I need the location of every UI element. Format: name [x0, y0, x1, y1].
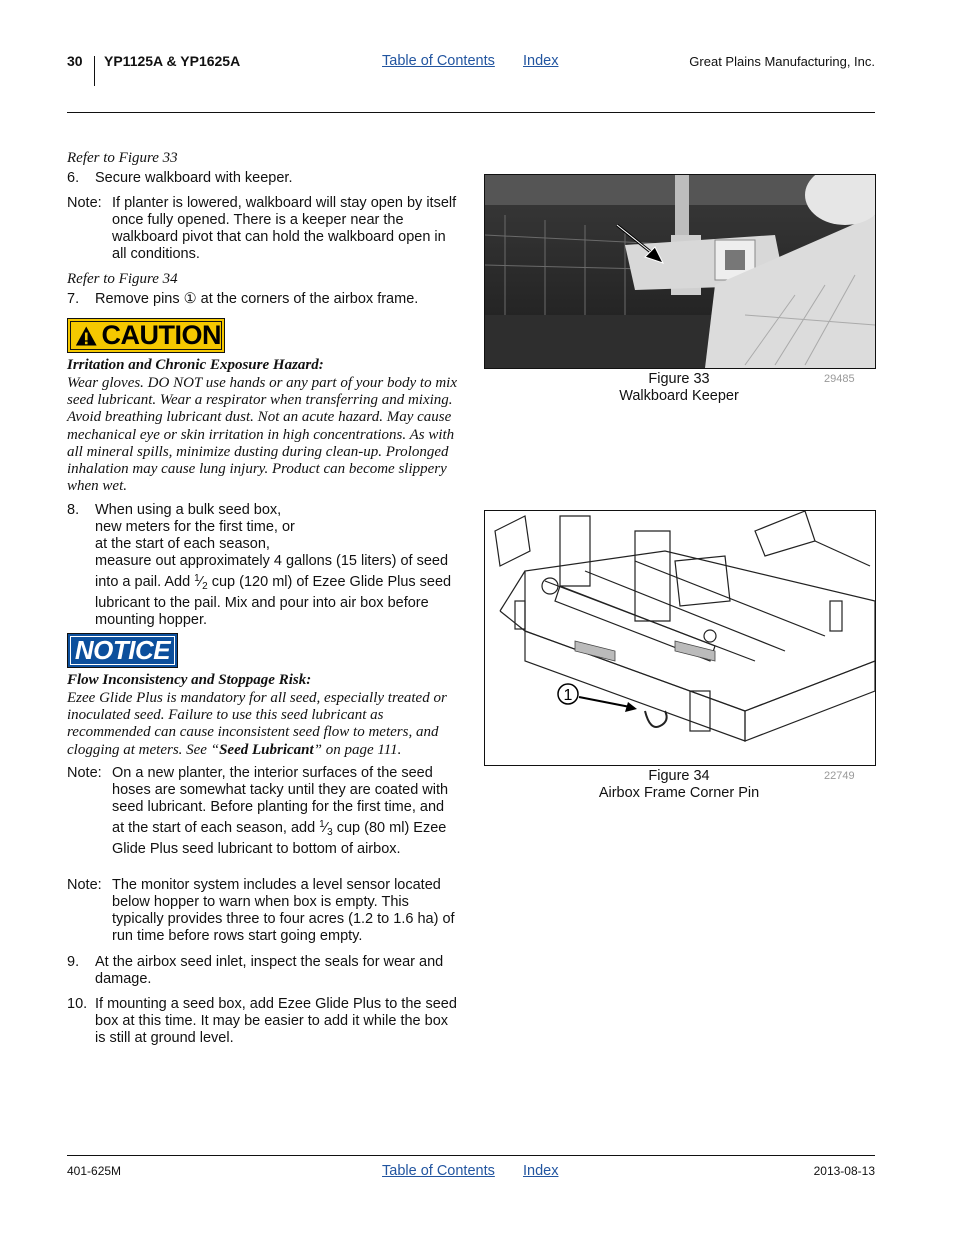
warning-triangle-icon	[75, 324, 98, 348]
step-8	[67, 502, 457, 629]
note-text: The monitor system includes a level sensor located below hopper to warn when box is empty. This typically provides three to four acres (1.2 to 1.6 ha) of run time before rows start going empty.	[112, 877, 455, 944]
figure-33-photo	[484, 174, 876, 369]
step-text: Secure walkboard with keeper.	[95, 170, 293, 186]
step-text: measure out approximately 4 gallons (15 liters) of seed into a pail. Add	[95, 553, 449, 590]
step-line: measure out approximately 4 gallons (15 liters) of seed into a pail. Add $^1⁄_2$ cup (120 ml) of Ezee Glide Plus seed lubricant to the pail. Mix and pour into air box before mounting hopper.	[95, 553, 452, 628]
notice-text: Ezee Glide Plus is mandatory for all seed, especially treated or inoculated seed. Failure to use this seed lubricant as recommended can cause inconsistent seed flow to meters, and clogging at meters. See “	[67, 690, 447, 758]
callout-1-label: 1	[563, 687, 573, 704]
step-text: If mounting a seed box, add Ezee Glide Plus to the seed box at this time. It may be easier to add it while the box is still at ground level.	[95, 996, 457, 1046]
step-text: At the airbox seed inlet, inspect the seals for wear and damage.	[95, 954, 444, 987]
seed-lubricant-ref: Seed Lubricant	[219, 741, 314, 758]
figure-title: Walkboard Keeper	[619, 388, 739, 404]
step-6	[67, 170, 457, 187]
figure-34-caption	[484, 768, 874, 802]
step-line: When using a bulk seed box,	[95, 502, 282, 518]
step-line: new meters for the first time, or	[95, 519, 295, 535]
callout-circle: ①	[183, 291, 197, 307]
header-rule	[67, 112, 875, 113]
notice-banner	[67, 633, 178, 668]
model-title: YP1125A & YP1625A	[104, 53, 241, 69]
note-seed-hoses	[67, 765, 457, 858]
company-name: Great Plains Manufacturing, Inc.	[689, 54, 875, 69]
note-label: Note:	[67, 195, 102, 211]
step-text: cup (120 ml) of Ezee Glide Plus seed lubricant to the pail. Mix and pour into air box before mounting hopper.	[95, 574, 452, 628]
figure-33-number: 29485	[824, 373, 855, 385]
figure-title: Airbox Frame Corner Pin	[598, 785, 760, 801]
header-index-link[interactable]: Index	[523, 53, 559, 69]
fraction-denominator: 3	[327, 827, 333, 838]
step-9	[67, 954, 457, 988]
notice-body	[67, 690, 459, 759]
note-label: Note:	[67, 765, 102, 781]
step-number: 8.	[67, 502, 80, 518]
note-label: Note:	[67, 877, 102, 893]
walkboard-keeper-photo	[485, 175, 875, 368]
page-number: 30	[67, 53, 83, 69]
note-text-b: cup (80 ml) Ezee Glide Plus seed lubricant to bottom of airbox.	[112, 820, 447, 857]
caution-title: Irritation and Chronic Exposure Hazard:	[67, 357, 324, 373]
doc-number: 401-625M	[67, 1164, 122, 1178]
header-divider	[94, 56, 95, 86]
caution-body: Wear gloves. DO NOT use hands or any part of your body to mix seed lubricant. Wear a respirator when transferring and mixing. Avoid breathing lubricant dust. Not an acute hazard. May cause mechanical eye or skin irritation in high concentrations. As with all mineral spills, minimize dusting during clean-up. Prolonged inhalation may cause lung injury. Product can become slippery when wet.	[67, 375, 457, 495]
step-number: 10.	[67, 996, 88, 1012]
footer-toc-link[interactable]: Table of Contents	[382, 1163, 495, 1179]
note-text: On a new planter, the interior surfaces of the seed hoses are somewhat tacky until they are coated with seed lubricant. Before planting for the first time, and at the start of each season, add $^1⁄_3$ cup (80 ml) Ezee Glide Plus seed lubricant to bottom of airbox.	[112, 765, 449, 857]
note-text-a: On a new planter, the interior surfaces of the seed hoses are somewhat tacky until they are coated with seed lubricant. Before planting for the first time, and at the start of each season, add	[112, 765, 449, 836]
figure-34-drawing	[484, 510, 876, 766]
step-7	[67, 291, 457, 308]
step-text: Remove pins	[95, 291, 184, 307]
airbox-frame-drawing	[485, 511, 875, 765]
notice-title: Flow Inconsistency and Stoppage Risk:	[67, 672, 312, 688]
footer-index-link[interactable]: Index	[523, 1163, 559, 1179]
fraction-numerator: 1	[319, 819, 325, 830]
step-number: 7.	[67, 291, 80, 307]
step-number: 9.	[67, 954, 80, 970]
fraction-numerator: 1	[194, 573, 200, 584]
step-number: 6.	[67, 170, 80, 186]
refer-figure-34: Refer to Figure 34	[67, 271, 178, 287]
notice-label: NOTICE	[74, 635, 171, 665]
step-10	[67, 996, 457, 1047]
caution-label: CAUTION	[101, 320, 221, 350]
step-line: at the start of each season,	[95, 536, 270, 552]
note-walkboard	[67, 195, 457, 263]
header-toc-link[interactable]: Table of Contents	[382, 53, 495, 69]
figure-33-caption	[484, 371, 874, 405]
note-monitor	[67, 877, 457, 945]
step-text: at the corners of the airbox frame.	[196, 291, 419, 307]
footer-rule	[67, 1155, 875, 1156]
notice-text: ” on page 111.	[313, 741, 402, 758]
figure-label: Figure 34	[648, 768, 710, 784]
figure-label: Figure 33	[648, 371, 710, 387]
caution-banner	[67, 318, 225, 353]
fraction-denominator: 2	[202, 581, 208, 592]
figure-34-number: 22749	[824, 770, 855, 782]
doc-date: 2013-08-13	[813, 1164, 875, 1178]
refer-figure-33: Refer to Figure 33	[67, 150, 178, 166]
note-text: If planter is lowered, walkboard will stay open by itself once fully opened. There is a keeper near the walkboard pivot that can hold the walkboard open in all conditions.	[112, 195, 457, 262]
